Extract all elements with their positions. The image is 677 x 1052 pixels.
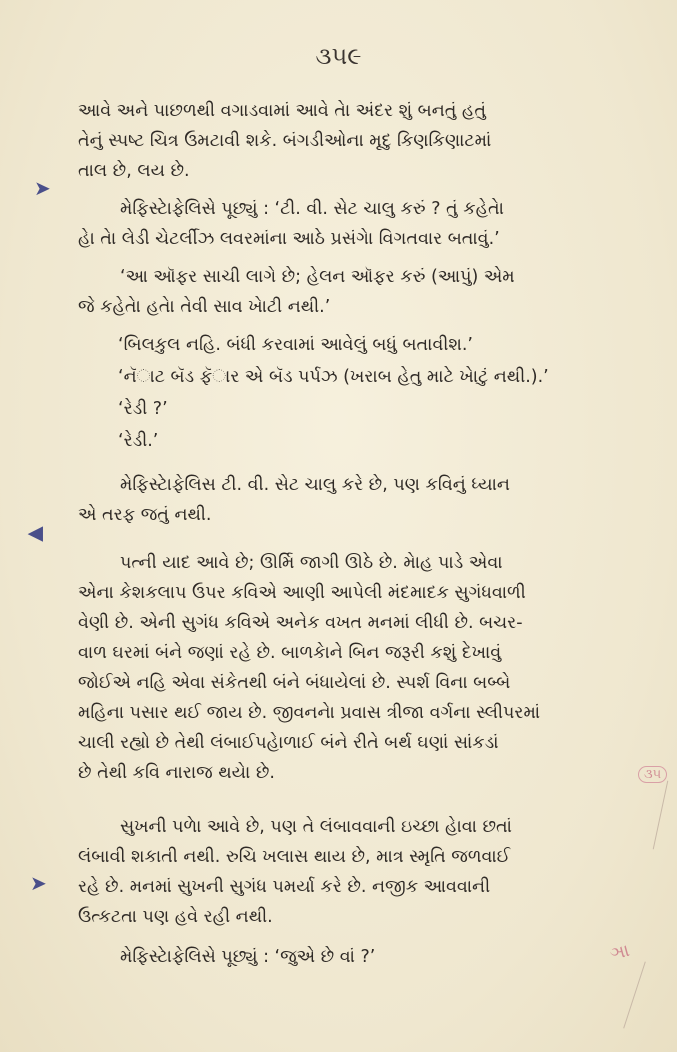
text-line: મેફિસ્ટેાફેલિસ ટી. વી. સેટ ચાલુ કરે છે, પણ કવિનું ધ્યાન bbox=[120, 475, 510, 495]
text-line: એના કેશકલાપ ઉપર કવિએ આણી આપેલી મંદમાદક સુગંધવાળી bbox=[78, 583, 526, 603]
text-line: ચાલી રહ્યો છે તેથી લંબાઈપહેાળાઈ બંને રીતે બર્થ ઘણાં સાંકડાં bbox=[78, 733, 499, 753]
paragraph-3 bbox=[78, 262, 638, 322]
arrow-up-icon: ▲ bbox=[21, 526, 46, 542]
text-line: વેણી છે. એની સુગંધ કવિએ અનેક વખત મનમાં લીધી છે. બચર- bbox=[78, 613, 523, 633]
text-line: એ તરફ જતું નથી. bbox=[78, 505, 212, 525]
text-line: ઉત્કટતા પણ હવે રહી નથી. bbox=[78, 907, 273, 927]
dialog-line: ‘રેડી ?’ bbox=[118, 399, 168, 419]
text-line: સુખની પળેા આવે છે, પણ તે લંબાવવાની ઇચ્છા હેાવા છતાં bbox=[120, 817, 512, 837]
text-line: આવે અને પાછળથી વગાડવામાં આવે તેા અંદર શું બનતું હતું bbox=[78, 101, 486, 121]
arrow-right-icon: ➤ bbox=[34, 176, 51, 200]
text-line: લંબાવી શકાતી નથી. રુચિ ખલાસ થાય છે, માત્ર સ્મૃતિ જળવાઈ bbox=[78, 847, 511, 867]
text-line: ‘આ ઑફર સાચી લાગે છે; હેલન ઑફર કરું (આપું) એમ bbox=[120, 267, 515, 287]
text-line: વાળ ઘરમાં બંને જણાં રહે છે. બાળકેાને બિન જરૂરી કશું દેખાવું bbox=[78, 643, 502, 663]
dialog-line: ‘નૅાટ બૅડ ફૅાર એ બૅડ પર્પઝ (ખરાબ હેતુ માટે ખેાટું નથી.).’ bbox=[118, 367, 549, 387]
dialog-line: ‘રેડી.’ bbox=[118, 431, 159, 451]
text-line: મેફિસ્ટેાફેલિસે પૂછ્યું : ‘જુએ છે વાં ?’ bbox=[120, 947, 376, 967]
dialog-line: ‘બિલકુલ નહિ. બંધી કરવામાં આવેલું બધું બતાવીશ.’ bbox=[118, 335, 473, 355]
page-number: ૩૫૯ bbox=[315, 42, 362, 70]
text-line: તેનું સ્પષ્ટ ચિત્ર ઉમટાવી શકે. બંગડીઓના મૃદુ કિણકિણાટમાં bbox=[78, 131, 492, 151]
text-line: જોઈએ નહિ એવા સંકેતથી બંને બંધાયેલાં છે. સ્પર્શ વિના બબ્બે bbox=[78, 673, 511, 693]
paragraph-7 bbox=[78, 939, 638, 972]
text-line: રહે છે. મનમાં સુખની સુગંધ પમર્યા કરે છે. નજીક આવવાની bbox=[78, 877, 491, 897]
text-line: પત્ની યાદ આવે છે; ઊર્મિ જાગી ઊઠે છે. મેાહ પાડે એવા bbox=[120, 553, 503, 573]
text-line: હેા તેા લેડી ચેટર્લીઝ લવરમાંના આઠે પ્રસંગેા વિગતવાર બતાવું.’ bbox=[78, 229, 500, 249]
paragraph-1 bbox=[78, 96, 638, 186]
arrow-right-icon: ➤ bbox=[30, 871, 47, 895]
pencil-stroke bbox=[653, 781, 669, 850]
paragraph-5 bbox=[78, 548, 638, 788]
text-line: મહિના પસાર થઈ જાય છે. જીવનનેા પ્રવાસ ત્રીજા વર્ગના સ્લીપરમાં bbox=[78, 703, 541, 723]
pencil-annotation: ૩૫ bbox=[638, 766, 667, 783]
paragraph-4 bbox=[78, 470, 638, 530]
text-line: જે કહેતેા હતેા તેવી સાવ ખેાટી નથી.’ bbox=[78, 297, 331, 317]
pencil-annotation: ઞા bbox=[607, 939, 632, 966]
text-line: મેફિસ્ટેાફેલિસે પૂછ્યું : ‘ટી. વી. સેટ ચાલુ કરું ? તું કહેતેા bbox=[120, 199, 504, 219]
paragraph-6 bbox=[78, 812, 638, 932]
text-line: છે તેથી કવિ નારાજ થયેા છે. bbox=[78, 763, 275, 783]
paragraph-2 bbox=[78, 194, 638, 254]
text-line: તાલ છે, લય છે. bbox=[78, 161, 190, 181]
